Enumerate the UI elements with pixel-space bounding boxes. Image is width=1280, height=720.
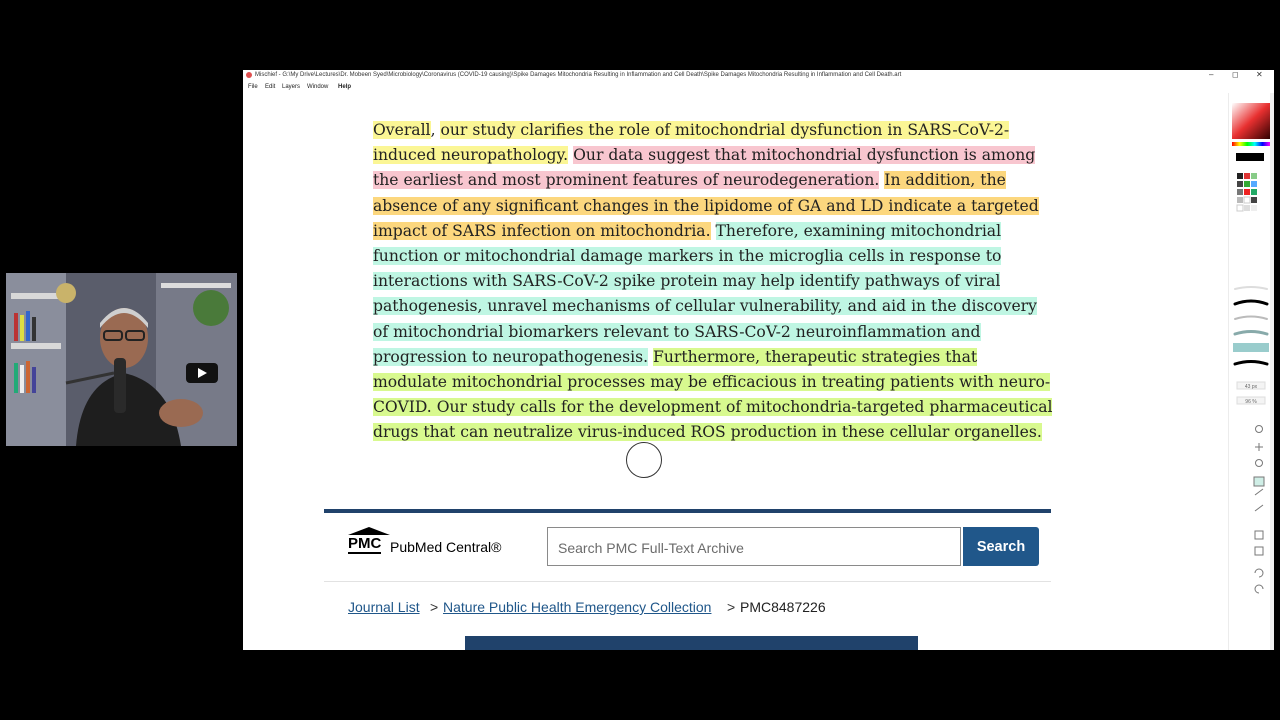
menu-file[interactable]: File bbox=[248, 84, 258, 90]
drawing-canvas[interactable] bbox=[243, 93, 1228, 650]
tool-panel-graphics bbox=[1229, 93, 1274, 650]
brush-icon[interactable] bbox=[1255, 505, 1263, 511]
pmc-logo-short: PMC bbox=[348, 535, 382, 552]
window-title: Mischief - G:\My Drive\Lectures\Dr. Mobeen Syed\Microbiology\Coronavirus (COVID-19 causing)\Spike Damages Mitochondria Resulting in Inflammation and Cell Death\Spike Damages Mitochondria Resulting in Inflammation and Cell Death.art bbox=[255, 72, 902, 78]
breadcrumb-collection[interactable]: Nature Public Health Emergency Collection bbox=[443, 599, 712, 615]
pmc-logo[interactable] bbox=[348, 527, 510, 567]
article-banner bbox=[465, 636, 918, 650]
breadcrumb-pmcid: PMC8487226 bbox=[740, 599, 826, 615]
highlighted-paragraph bbox=[373, 118, 1053, 446]
highlight-sentence-5: Furthermore, therapeutic strategies that modulate mitochondrial processes may be efficacious in treating patients with neuro-COVID. Our study calls for the development of mitochondria-targeted pharmaceutical drugs that can neutralize virus-induced ROS production in these cellular organelles. bbox=[373, 347, 1053, 442]
highlight-sentence-1: our study clarifies the role of mitochondrial dysfunction in SARS-CoV-2-induced neuropathology. bbox=[373, 121, 1010, 165]
breadcrumb-separator: > bbox=[430, 599, 439, 615]
scrollbar[interactable] bbox=[1270, 93, 1274, 650]
current-color-swatch[interactable] bbox=[1236, 153, 1264, 161]
breadcrumb-journal-list[interactable]: Journal List bbox=[348, 599, 420, 615]
pmc-roof-icon bbox=[348, 527, 390, 535]
app-icon bbox=[246, 72, 252, 78]
search-button[interactable]: Search bbox=[963, 527, 1039, 566]
search-input[interactable]: Search PMC Full-Text Archive bbox=[547, 527, 961, 566]
breadcrumb-separator: > bbox=[727, 599, 736, 615]
menu-edit[interactable]: Edit bbox=[265, 84, 276, 90]
zoom-icon[interactable] bbox=[1256, 426, 1263, 433]
minimize-button[interactable]: – bbox=[1209, 70, 1214, 79]
title-bar bbox=[243, 70, 1274, 81]
redo-icon[interactable] bbox=[1255, 585, 1263, 593]
circle-cursor bbox=[626, 442, 662, 478]
tool-panel bbox=[1228, 93, 1274, 650]
maximize-button[interactable]: ◻ bbox=[1232, 70, 1239, 79]
eraser-icon[interactable] bbox=[1255, 489, 1263, 495]
color-picker[interactable] bbox=[1232, 103, 1270, 139]
color-palette[interactable] bbox=[1237, 173, 1257, 211]
webcam-scene bbox=[6, 273, 237, 446]
brush-presets[interactable] bbox=[1233, 287, 1269, 364]
menu-layers[interactable]: Layers bbox=[282, 84, 301, 90]
menu-help[interactable]: Help bbox=[338, 84, 352, 90]
highlight-sentence-4: Therefore, examining mitochondrial function or mitochondrial damage markers in the microglia cells in response to interactions with SARS-CoV-2 spike protein may help identify pathways of viral pathogenesis, unravel mechanisms of cellular vulnerability, and aid in the discovery of mitochondrial biomarkers relevant to SARS-CoV-2 neuroinflammation and progression to neuropathogenesis. bbox=[373, 221, 1037, 366]
presenter-webcam bbox=[6, 273, 237, 446]
menu-window[interactable]: Window bbox=[307, 84, 329, 90]
shape-icon[interactable] bbox=[1255, 547, 1263, 555]
pan-icon[interactable] bbox=[1255, 443, 1263, 451]
undo-icon[interactable] bbox=[1255, 569, 1263, 577]
highlight-sentence-2: Our data suggest that mitochondrial dysfunction is among the earliest and most prominent features of neurodegeneration. bbox=[373, 146, 1036, 190]
menu-bar bbox=[243, 81, 1274, 93]
rotate-icon[interactable] bbox=[1256, 460, 1263, 467]
pmc-top-rule bbox=[324, 509, 1051, 513]
select-icon[interactable] bbox=[1255, 531, 1263, 539]
comma-text: , bbox=[430, 121, 441, 139]
pmc-logo-name: PubMed Central® bbox=[390, 539, 502, 555]
pen-tool-icon[interactable] bbox=[1254, 477, 1264, 486]
highlight-overall: Overall bbox=[373, 121, 431, 139]
brush-size-label: 43 px bbox=[1244, 384, 1258, 390]
highlight-sentence-3: In addition, the absence of any significant changes in the lipidome of GA and LD indicate a targeted impact of SARS infection on mitochondria. bbox=[373, 171, 1039, 240]
hue-slider[interactable] bbox=[1232, 142, 1270, 146]
header-divider bbox=[324, 581, 1051, 582]
close-button[interactable]: ✕ bbox=[1256, 70, 1263, 79]
opacity-label: 96 % bbox=[1245, 399, 1257, 405]
app-window bbox=[243, 70, 1274, 650]
